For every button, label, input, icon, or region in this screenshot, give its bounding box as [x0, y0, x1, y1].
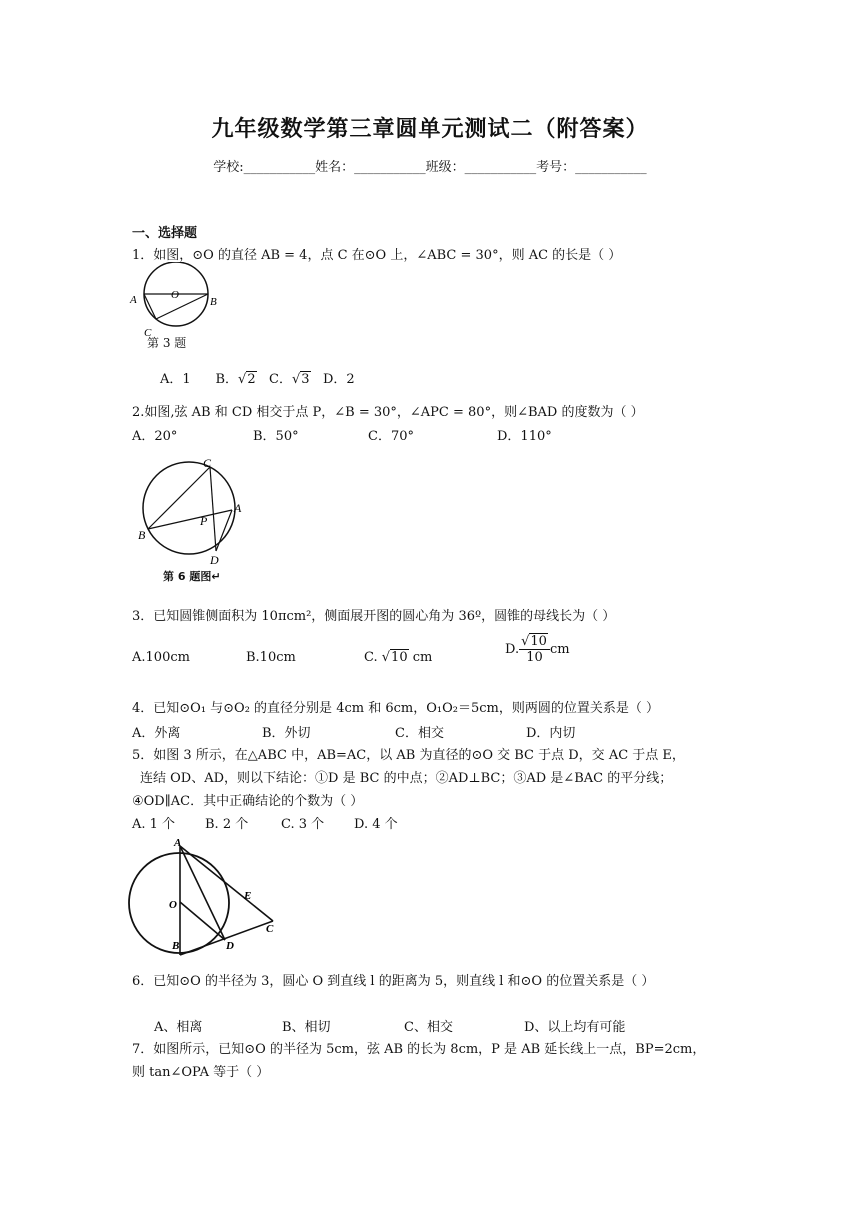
- q3-option-d-denominator: 10: [526, 650, 543, 665]
- q5-line-2: 连结 OD、AD，则以下结论：①D 是 BC 的中点；②AD⊥BC；③AD 是∠BAC 的平分线；: [140, 771, 673, 786]
- q5-segment-od: [180, 902, 225, 940]
- q5-side-ac: [180, 846, 273, 921]
- q1-caption: 第 3 题: [147, 336, 187, 350]
- q3-option-d-unit: cm: [549, 642, 570, 657]
- q2-option-a: A．20°: [132, 429, 178, 444]
- q1-stem: 1．如图，⊙O 的直径 AB = 4，点 C 在⊙O 上，∠ABC = 30°，则 AC 的长是（ ）: [132, 248, 622, 263]
- q3-option-d-numerator: 10: [530, 634, 547, 649]
- q5-label-b: B: [172, 940, 180, 952]
- q5-label-o: O: [169, 899, 177, 911]
- q3-option-d-label: D.: [505, 642, 520, 657]
- q1-option-b: B．: [215, 372, 239, 387]
- q5-figure: [122, 836, 282, 960]
- q6-option-c: C、相交: [404, 1020, 453, 1035]
- q1-options: A．1 B．√2 C．√3 D．2: [160, 372, 355, 387]
- q5-label-a: A: [174, 837, 182, 849]
- q3-option-d-fraction: $\frac{√10}{10}$: [519, 634, 550, 665]
- q3-option-a: A.100cm: [132, 650, 190, 665]
- q4-option-d: D．内切: [526, 726, 576, 741]
- q5-option-d: D. 4 个: [354, 817, 398, 832]
- q2-label-a: A: [234, 501, 242, 515]
- q2-label-c: C: [203, 456, 212, 470]
- q1-option-b-radicand: 2: [247, 372, 256, 387]
- q5-label-d: D: [226, 940, 234, 952]
- q2-label-b: B: [138, 528, 146, 542]
- q3-option-c-label: C.: [364, 650, 378, 665]
- section-heading: 一、选择题: [132, 226, 198, 241]
- q3-option-c-unit: cm: [412, 650, 433, 665]
- q2-label-p: P: [200, 514, 208, 528]
- q3-stem: 3．已知圆锥侧面积为 10πcm²，侧面展开图的圆心角为 36º，圆锥的母线长为（ ）: [132, 609, 616, 624]
- q7-line-1: 7．如图所示，已知⊙O 的半径为 5cm，弦 AB 的长为 8cm，P 是 AB 延长线上一点，BP=2cm，: [132, 1042, 706, 1057]
- q5-label-e: E: [244, 890, 252, 902]
- q5-segment-ad: [180, 846, 225, 940]
- q5-circle: [129, 853, 229, 953]
- q7-line-2: 则 tan∠OPA 等于（ ）: [132, 1065, 270, 1080]
- q6-option-b: B、相切: [282, 1020, 331, 1035]
- q1-option-d: D．2: [322, 372, 355, 387]
- q1-option-c-radicand: 3: [301, 372, 310, 387]
- q1-label-o: O: [171, 289, 179, 301]
- q2-option-c: C．70°: [368, 429, 414, 444]
- q1-label-b: B: [210, 296, 217, 308]
- q5-option-a: A. 1 个: [132, 817, 176, 832]
- q1-label-a: A: [130, 294, 137, 306]
- q2-option-d: D．110°: [497, 429, 552, 444]
- q1-label-c: C: [144, 327, 152, 339]
- q3-option-b: B.10cm: [246, 650, 296, 665]
- q4-option-c: C．相交: [395, 726, 444, 741]
- q2-stem: 2.如图,弦 AB 和 CD 相交于点 P，∠B = 30°，∠APC = 80°，则∠BAD 的度数为（ ）: [132, 405, 644, 420]
- q6-option-a: A、相离: [154, 1020, 203, 1035]
- q4-stem: 4．已知⊙O₁ 与⊙O₂ 的直径分别是 4cm 和 6cm，O₁O₂＝5cm，则两圆的位置关系是（ ）: [132, 701, 659, 716]
- student-info-line: 学校:___________姓名：___________班级：___________考号：___________: [213, 160, 647, 175]
- q2-label-d: D: [210, 553, 219, 566]
- q4-option-b: B．外切: [262, 726, 311, 741]
- q3-option-c: C. √10 cm: [364, 650, 433, 665]
- q2-chord-ab: [148, 510, 232, 529]
- q5-line-1: 5．如图 3 所示，在△ABC 中，AB=AC，以 AB 为直径的⊙O 交 BC 于点 D，交 AC 于点 E，: [132, 748, 685, 763]
- q3-option-d: [505, 634, 570, 665]
- q5-label-c: C: [266, 923, 274, 935]
- q1-option-a: A．1: [160, 372, 191, 387]
- q2-option-b: B．50°: [253, 429, 299, 444]
- q5-option-c: C. 3 个: [281, 817, 325, 832]
- q5-line-3: ④OD∥AC．其中正确结论的个数为（ ）: [132, 794, 364, 809]
- page-title: 九年级数学第三章圆单元测试二（附答案）: [211, 117, 649, 142]
- q2-circle: [143, 462, 235, 554]
- q6-option-d: D、以上均有可能: [524, 1020, 626, 1035]
- q3-option-c-radicand: 10: [391, 650, 408, 665]
- q2-caption: 第 6 题图↵: [163, 570, 221, 583]
- q4-option-a: A．外离: [132, 726, 181, 741]
- q5-option-b: B. 2 个: [205, 817, 249, 832]
- q2-chord-cd: [210, 467, 216, 551]
- q1-option-c: C．: [269, 372, 292, 387]
- q6-stem: 6．已知⊙O 的半径为 3，圆心 O 到直线 l 的距离为 5，则直线 l 和⊙O 的位置关系是（ ）: [132, 974, 655, 989]
- q2-figure: [136, 454, 248, 566]
